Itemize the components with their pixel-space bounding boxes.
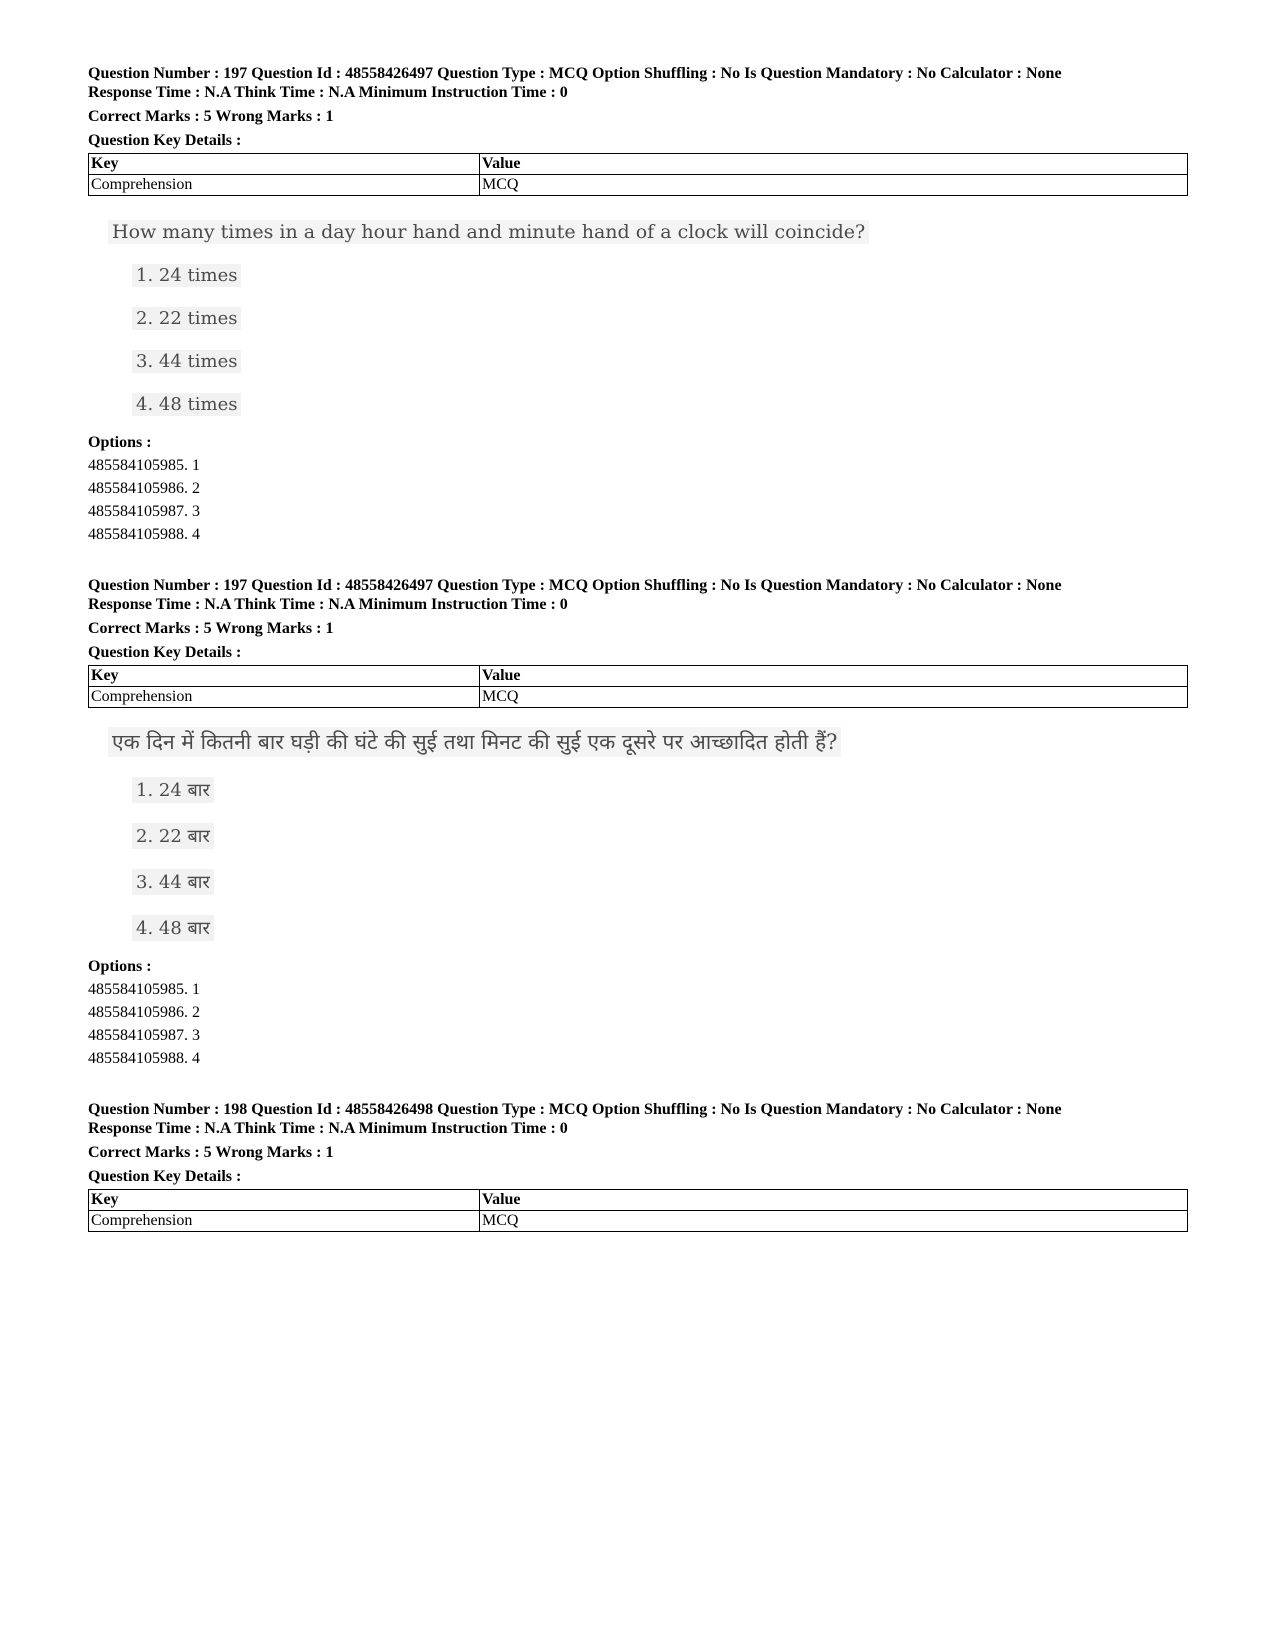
option-id-line: 485584105987. 3 xyxy=(88,1027,200,1044)
choice-1: 1. 24 times xyxy=(132,264,241,287)
question-timing-line: Response Time : N.A Think Time : N.A Minimum Instruction Time : 0 xyxy=(88,596,568,613)
table-header-key: Key xyxy=(89,1190,480,1211)
question-meta-line: Question Number : 197 Question Id : 48558426497 Question Type : MCQ Option Shuffling : No Is Question Mandatory : No Calculator : None xyxy=(88,577,1062,594)
marks-line: Correct Marks : 5 Wrong Marks : 1 xyxy=(88,1144,334,1161)
question-meta-line: Question Number : 198 Question Id : 48558426498 Question Type : MCQ Option Shuffling : No Is Question Mandatory : No Calculator : None xyxy=(88,1101,1062,1118)
key-details-label: Question Key Details : xyxy=(88,644,242,661)
choice-3: 3. 44 times xyxy=(132,350,241,373)
table-header-value: Value xyxy=(480,154,1188,175)
question-text: एक दिन में कितनी बार घड़ी की घंटे की सुई तथा मिनट की सुई एक दूसरे पर आच्छादित होती हैं? xyxy=(108,727,841,757)
choice-2: 2. 22 times xyxy=(132,307,241,330)
choice-4: 4. 48 times xyxy=(132,393,241,416)
choice-2: 2. 22 बार xyxy=(132,823,214,849)
table-cell-value: MCQ xyxy=(480,687,1188,708)
table-row xyxy=(89,1211,1188,1232)
table-header-key: Key xyxy=(89,666,480,687)
table-cell-key: Comprehension xyxy=(89,687,480,708)
options-label: Options : xyxy=(88,958,152,975)
option-id-line: 485584105987. 3 xyxy=(88,503,200,520)
key-details-table xyxy=(88,665,1188,708)
table-cell-value: MCQ xyxy=(480,175,1188,196)
option-id-line: 485584105988. 4 xyxy=(88,1050,200,1067)
table-header-key: Key xyxy=(89,154,480,175)
question-text: How many times in a day hour hand and minute hand of a clock will coincide? xyxy=(108,220,869,244)
table-header-value: Value xyxy=(480,666,1188,687)
table-cell-value: MCQ xyxy=(480,1211,1188,1232)
table-cell-key: Comprehension xyxy=(89,1211,480,1232)
question-header-197-hi xyxy=(88,576,1188,708)
option-id-line: 485584105985. 1 xyxy=(88,457,200,474)
option-id-line: 485584105988. 4 xyxy=(88,526,200,543)
table-row xyxy=(89,687,1188,708)
table-row xyxy=(89,175,1188,196)
choice-3: 3. 44 बार xyxy=(132,869,214,895)
table-cell-key: Comprehension xyxy=(89,175,480,196)
question-image-en xyxy=(108,220,869,244)
key-details-table xyxy=(88,153,1188,196)
choice-1: 1. 24 बार xyxy=(132,777,214,803)
option-id-line: 485584105985. 1 xyxy=(88,981,200,998)
table-header-row xyxy=(89,666,1188,687)
key-details-table xyxy=(88,1189,1188,1232)
question-image-hi xyxy=(108,727,841,757)
question-header-198 xyxy=(88,1100,1188,1232)
marks-line: Correct Marks : 5 Wrong Marks : 1 xyxy=(88,108,334,125)
question-header-197-en xyxy=(88,64,1188,196)
option-id-line: 485584105986. 2 xyxy=(88,480,200,497)
question-timing-line: Response Time : N.A Think Time : N.A Minimum Instruction Time : 0 xyxy=(88,84,568,101)
key-details-label: Question Key Details : xyxy=(88,1168,242,1185)
table-header-row xyxy=(89,1190,1188,1211)
choice-4: 4. 48 बार xyxy=(132,915,214,941)
marks-line: Correct Marks : 5 Wrong Marks : 1 xyxy=(88,620,334,637)
key-details-label: Question Key Details : xyxy=(88,132,242,149)
options-label: Options : xyxy=(88,434,152,451)
question-meta-line: Question Number : 197 Question Id : 48558426497 Question Type : MCQ Option Shuffling : No Is Question Mandatory : No Calculator : None xyxy=(88,65,1062,82)
question-timing-line: Response Time : N.A Think Time : N.A Minimum Instruction Time : 0 xyxy=(88,1120,568,1137)
table-header-row xyxy=(89,154,1188,175)
table-header-value: Value xyxy=(480,1190,1188,1211)
option-id-line: 485584105986. 2 xyxy=(88,1004,200,1021)
